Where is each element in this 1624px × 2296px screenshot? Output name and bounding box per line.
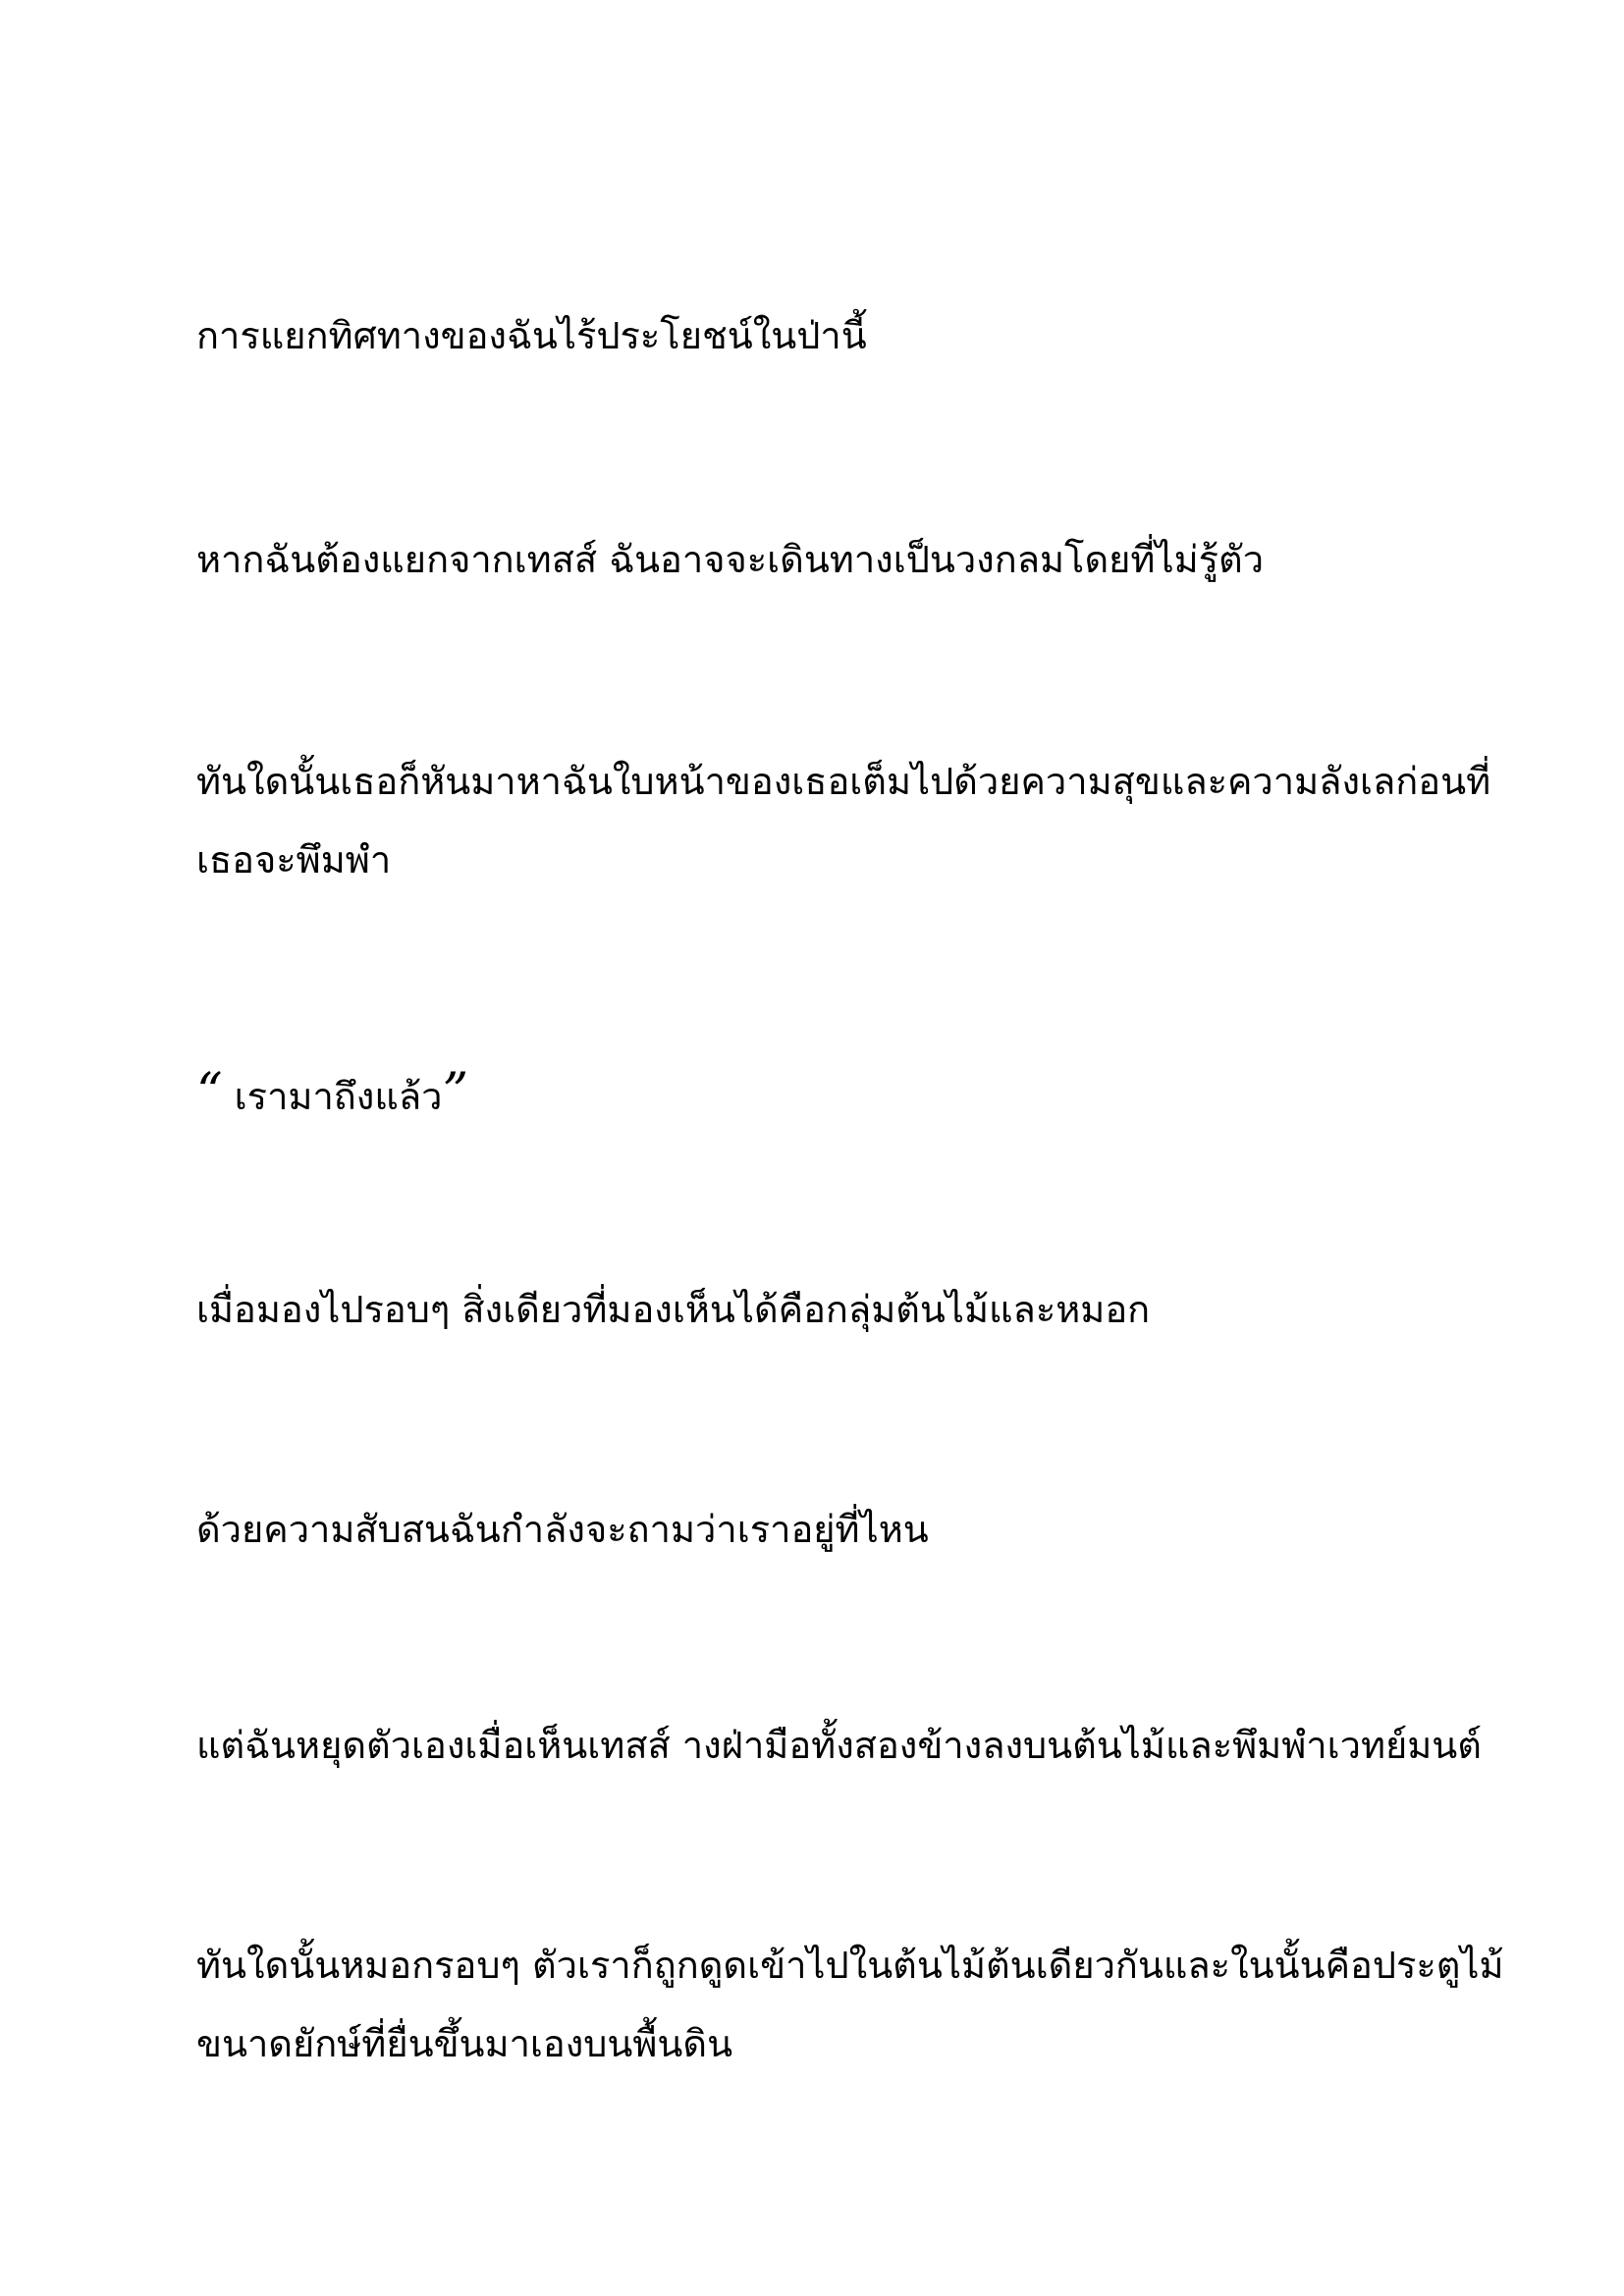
paragraph	[196, 520, 1434, 599]
text-line: หากฉันต้องแยกจากเทสส์ ฉันอาจจะเดินทางเป็นวงกลมโดยที่ไม่รู้ตัว	[196, 538, 1265, 581]
paragraph	[196, 742, 1491, 899]
paragraph	[196, 1490, 1434, 1569]
dialogue-paragraph	[196, 1053, 1434, 1136]
paragraph	[196, 1926, 1504, 2083]
open-quote-mark: “	[196, 1063, 223, 1122]
text-line: ทันใดนั้นหมอกรอบๆ ตัวเราก็ถูกดูดเข้าไปในต้นไม้ต้นเดียวกันและในนั้นคือประตูไม้	[196, 1944, 1504, 1987]
text-line: ด้วยความสับสนฉันกำลังจะถามว่าเราอยู่ที่ไหน	[196, 1508, 929, 1551]
text-line: การแยกทิศทางของฉันไร้ประโยชน์ในป่านี้	[196, 314, 867, 357]
paragraph	[196, 1706, 1482, 1785]
dialogue-text: เรามาถึงแล้ว	[222, 1075, 443, 1118]
text-line: ทันใดนั้นเธอก็หันมาหาฉันใบหน้าของเธอเต็มไปด้วยความสุขและความลังเลก่อนที่	[196, 760, 1491, 803]
paragraph	[196, 296, 1434, 375]
text-line: ขนาดยักษ์ที่ยื่นขึ้นมาเองบนพื้นดิน	[196, 2022, 733, 2065]
text-line: เธอจะพึมพำ	[196, 838, 392, 881]
paragraph	[196, 1270, 1434, 1349]
text-line: แต่ฉันหยุดตัวเองเมื่อเห็นเทสส์ างฝ่ามือทั้งสองข้างลงบนต้นไม้และพึมพำเวทย์มนต์	[196, 1724, 1482, 1767]
text-line: เมื่อมองไปรอบๆ สิ่งเดียวที่มองเห็นได้คือกลุ่มต้นไม้และหมอก	[196, 1288, 1151, 1331]
close-quote-mark: ”	[442, 1063, 469, 1122]
